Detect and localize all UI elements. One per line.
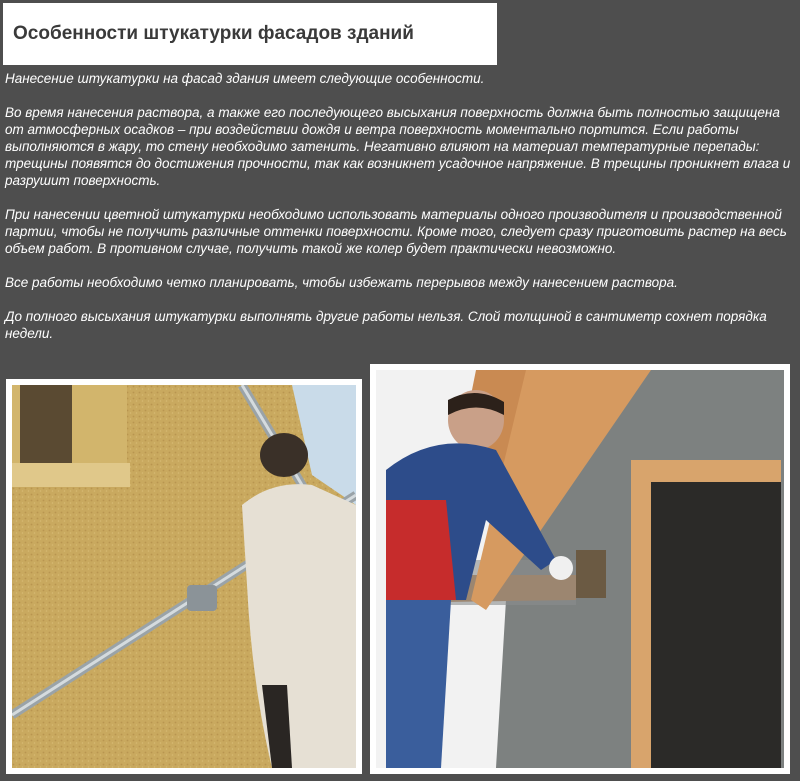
article-body [5, 70, 795, 359]
photo-brush-worker [370, 364, 790, 774]
paragraph-planning: Все работы необходимо четко планировать, чтобы избежать перерывов между нанесением раствора. [5, 275, 678, 290]
title-box [3, 3, 497, 65]
page-title: Особенности штукатурки фасадов зданий [13, 23, 414, 44]
paragraph-weather: Во время нанесения раствора, а также его последующего высыхания поверхность должна быть полностью защищена от атмосферных осадков – при воздействии дождя и ветра поверхность моментально портится. Если работы выполняются в жару, то стену необходимо затенить. Негативно влияют на материал температурные перепады: трещины появятся до достижения прочности, так как возникнет усадочное напряжение. В трещины проникнет влага и разрушит поверхность. [5, 105, 791, 188]
scaffold-worker-image [12, 385, 356, 768]
paragraph-drying: До полного высыхания штукатурки выполнять другие работы нельзя. Слой толщиной в сантиметр сохнет порядка недели. [5, 309, 767, 341]
paragraph-intro: Нанесение штукатурки на фасад здания имеет следующие особенности. [5, 71, 485, 86]
paragraph-color: При нанесении цветной штукатурки необходимо использовать материалы одного производителя и производственной партии, чтобы не получить различные оттенки поверхности. Кроме того, следует сразу приготовить растер на весь объем работ. В противном случае, получить такой же колер будет практически невозможно. [5, 207, 787, 256]
photo-scaffold-worker [6, 379, 362, 774]
brush-worker-image [376, 370, 784, 768]
